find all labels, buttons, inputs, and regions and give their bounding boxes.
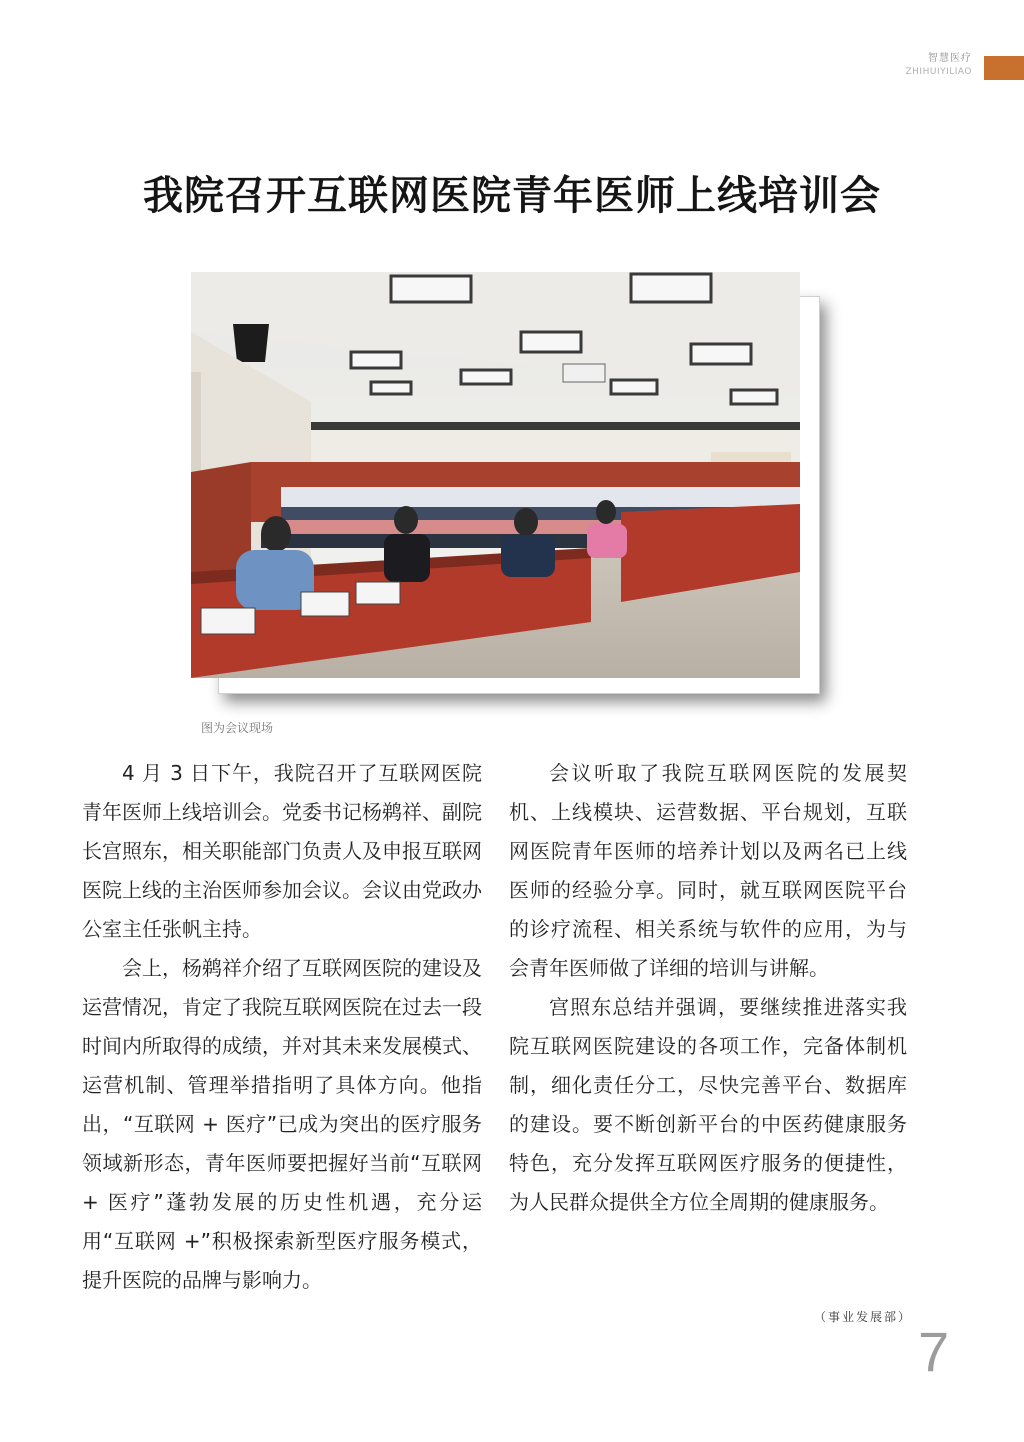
paragraph: 宫照东总结并强调，要继续推进落实我院互联网医院建设的各项工作，完备体制机制，细化责任分工，尽快完善平台、数据库的建设。要不断创新平台的中医药健康服务特色，充分发挥互联网医疗服务的便捷性，为人民群众提供全方位全周期的健康服务。	[509, 995, 907, 1214]
paragraph: 4 月 3 日下午，我院召开了互联网医院青年医师上线培训会。党委书记杨鹈祥、副院长宫照东，相关职能部门负责人及申报互联网医院上线的主治医师参加会议。会议由党政办公室主任张帆主持。	[82, 761, 482, 941]
author-signature: （事业发展部）	[813, 1310, 912, 1324]
photo-caption: 图为会议现场	[201, 721, 274, 735]
meeting-photo	[191, 272, 800, 678]
section-accent-bar	[984, 56, 1024, 80]
article-column-left	[82, 754, 482, 1300]
article-title: 我院召开互联网医院青年医师上线培训会	[143, 172, 881, 219]
article-column-right	[509, 754, 907, 1222]
paragraph: 会议听取了我院互联网医院的发展契机、上线模块、运营数据、平台规划，互联网医院青年医师的培养计划以及两名已上线医师的经验分享。同时，就互联网医院平台的诊疗流程、相关系统与软件的应用，为与会青年医师做了详细的培训与讲解。	[509, 761, 907, 980]
section-name-en: ZHIHUIYILIAO	[905, 67, 972, 77]
paragraph: 会上，杨鹈祥介绍了互联网医院的建设及运营情况，肯定了我院互联网医院在过去一段时间内所取得的成绩，并对其未来发展模式、运营机制、管理举措指明了具体方向。他指出，“互联网 + 医疗”已成为突出的医疗服务领域新形态，青年医师要把握好当前“互联网 + 医疗”蓬勃发展的历史性机遇，充分运用“互联网 +”积极探索新型医疗服务模式，提升医院的品牌与影响力。	[82, 956, 482, 1292]
section-name-cn: 智慧医疗	[928, 53, 972, 64]
page-number: 7	[918, 1320, 950, 1383]
section-tag	[906, 52, 973, 78]
